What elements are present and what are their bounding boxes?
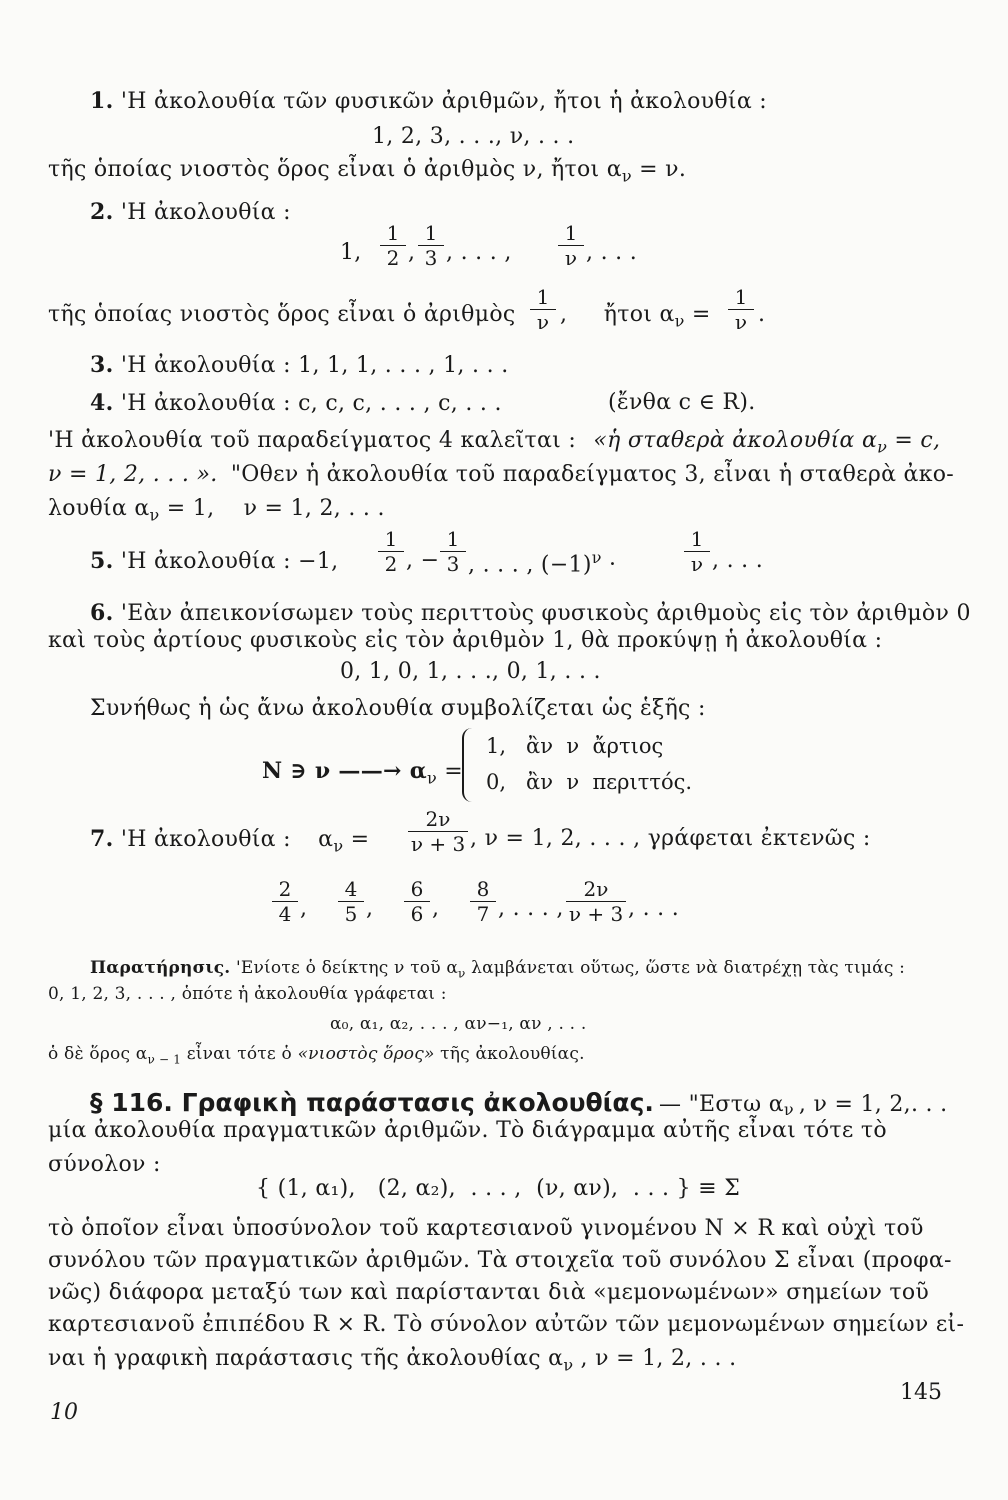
denominator: 5	[344, 902, 358, 926]
ellipsis: , . . .	[712, 548, 764, 573]
example-text: 'Εὰν ἀπεικονίσωμεν τοὺς περιττοὺς φυσικοὺς ἀριθμοὺς εἰς τὸν ἀριθμὸν 0	[120, 601, 971, 626]
numerator: 1	[734, 285, 748, 309]
subscript: ν	[877, 437, 888, 457]
example-4-paragraph-line-3	[48, 496, 385, 524]
example-7-tail: , ν = 1, 2, . . . , γράφεται ἐκτενῶς :	[470, 826, 871, 851]
set-definition: { (1, α₁), (2, α₂), . . . , (ν, αν), . . . } ≡ Σ	[256, 1176, 741, 1201]
fraction-8-7	[470, 878, 496, 925]
example-6-line-2: καὶ τοὺς ἀρτίους φυσικοὺς εἰς τὸν ἀριθμὸν 1, θὰ προκύψῃ ἡ ἀκολουθία :	[48, 628, 883, 653]
example-number: 3.	[90, 352, 114, 378]
italic-term: = c,	[894, 428, 941, 453]
denominator: ν	[734, 310, 748, 334]
numerator: 1	[384, 527, 398, 551]
example-1-line-1	[90, 88, 767, 114]
numerator: 1	[446, 527, 460, 551]
subscript: ν	[333, 836, 344, 856]
section-text: , ν = 1, 2,. . .	[798, 1092, 948, 1117]
fraction-4-5	[338, 878, 364, 925]
fraction	[728, 286, 754, 333]
example-text: 'Η ἀκολουθία :	[120, 827, 291, 852]
paragraph-text: "Οθεν ἡ ἀκολουθία τοῦ παραδείγματος 3, εἶναι ἡ σταθερὰ ἀκο-	[230, 462, 955, 487]
denominator: ν + 3	[410, 832, 466, 856]
italic-term: ν = 1, 2, . . . ».	[48, 462, 218, 487]
denominator: 3	[446, 552, 460, 576]
remark-text: λαμβάνεται οὕτως, ὥστε νὰ διατρέχῃ τὰς τιμάς :	[471, 958, 906, 978]
dot-operator: ·	[608, 552, 617, 578]
example-2-tail	[560, 302, 711, 330]
section-text: , ν = 1, 2, . . .	[580, 1346, 737, 1371]
example-4	[90, 390, 502, 416]
denominator: 7	[476, 902, 490, 926]
equals-sign: =	[691, 302, 711, 327]
remark-line-1	[90, 958, 905, 980]
subscript: ν	[458, 966, 466, 981]
example-1-sequence: 1, 2, 3, . . ., ν, . . .	[372, 124, 575, 149]
example-number: 5.	[90, 548, 114, 574]
example-text: , ἤτοι α	[560, 302, 675, 327]
example-4-note: (ἔνθα c ∈ R).	[608, 390, 756, 415]
example-number: 2.	[90, 199, 114, 225]
example-number: 4.	[90, 390, 114, 416]
fraction-2-4	[272, 878, 298, 925]
numerator: 1	[564, 221, 578, 245]
mapping-left: N ∋ ν ——→ α	[262, 758, 427, 784]
numerator: 1	[424, 221, 438, 245]
subscript: ν	[783, 1100, 794, 1120]
equals-sign: =	[444, 759, 463, 784]
example-7	[90, 826, 369, 855]
remark-line-2: 0, 1, 2, 3, . . . , ὁπότε ἡ ἀκολουθία γράφεται :	[48, 984, 447, 1004]
minus-sign: , −	[406, 548, 440, 573]
section-line-5: νῶς) διάφορα μεταξύ των καὶ παρίστανται διὰ «μεμονωμένων» σημείων τοῦ	[48, 1280, 930, 1305]
subscript: ν	[426, 768, 437, 788]
section-line-1: μία ἀκολουθία πραγματικῶν ἀριθμῶν. Τὸ διάγραμμα αὐτῆς εἶναι τότε τὸ	[48, 1118, 887, 1143]
example-1-line-2	[48, 157, 686, 185]
example-text: 'Η ἀκολουθία : 1, 1, 1, . . . , 1, . . .	[120, 353, 509, 378]
case-even: 1, ἂν ν ἄρτιος	[486, 734, 664, 758]
section-line-7	[48, 1346, 736, 1374]
example-text: 'Η ἀκολουθία : −1,	[120, 549, 339, 574]
ellipsis: , . . .	[586, 240, 638, 265]
section-heading: § 116. Γραφικὴ παράστασις ἀκολουθίας.	[90, 1088, 654, 1117]
numerator: 6	[410, 877, 424, 901]
denominator: ν	[536, 310, 550, 334]
numerator: 1	[536, 285, 550, 309]
italic-term: «νιοστὸς ὅρος»	[297, 1044, 435, 1064]
example-5	[90, 548, 338, 574]
example-4-paragraph-line-1	[48, 428, 940, 456]
paragraph-text: λουθία α	[48, 496, 150, 521]
example-text: 'Η ἀκολουθία τῶν φυσικῶν ἀριθμῶν, ἤτοι ἡ ἀκολουθία :	[120, 89, 767, 114]
remark-text: 'Ενίοτε ὁ δείκτης ν τοῦ α	[236, 958, 459, 978]
sequence-first-term: 1,	[340, 240, 362, 265]
example-5-tail	[468, 548, 616, 577]
numerator: 4	[344, 877, 358, 901]
paragraph-text: 'Η ἀκολουθία τοῦ παραδείγματος 4 καλεῖται :	[48, 428, 577, 453]
ellipsis: , . . .	[628, 896, 680, 921]
section-line-6: καρτεσιανοῦ ἐπιπέδου R × R. Τὸ σύνολον αὐτῶν τῶν μεμονωμένων σημείων εἰ-	[48, 1312, 965, 1337]
fraction	[530, 286, 556, 333]
subscript: ν − 1	[147, 1052, 182, 1067]
example-text: 'Η ἀκολουθία :	[120, 200, 291, 225]
remark-text: τῆς ἀκολουθίας.	[440, 1044, 585, 1064]
example-6-line-3: Συνήθως ἡ ὡς ἄνω ἀκολουθία συμβολίζεται ὡς ἑξῆς :	[90, 696, 706, 721]
subscript: ν	[674, 311, 685, 331]
remark-text: ὁ δὲ ὅρος α	[48, 1044, 148, 1064]
example-number: 1.	[90, 88, 114, 114]
example-6-sequence: 0, 1, 0, 1, . . ., 0, 1, . . .	[340, 659, 601, 684]
section-line-4: συνόλου τῶν πραγματικῶν ἀριθμῶν. Τὰ στοιχεῖα τοῦ συνόλου Σ εἶναι (προφα-	[48, 1248, 952, 1273]
example-text: τῆς ὁποίας νιοστὸς ὅρος εἶναι ὁ ἀριθμὸς ν, ἤτοι α	[48, 157, 622, 182]
ellipsis: , . . . ,	[498, 896, 564, 921]
subscript: ν	[149, 505, 160, 525]
numerator: 1	[690, 527, 704, 551]
subscript: ν	[563, 1355, 574, 1375]
remark-text: εἶναι τότε ὁ	[186, 1044, 292, 1064]
numerator: 2	[278, 877, 292, 901]
section-text: — "Εστω α	[659, 1092, 784, 1117]
subscript: ν	[621, 166, 632, 186]
example-2-line-2: τῆς ὁποίας νιοστὸς ὅρος εἶναι ὁ ἀριθμὸς	[48, 302, 516, 327]
case-odd: 0, ἂν ν περιττός.	[486, 770, 693, 794]
denominator: 2	[384, 552, 398, 576]
denominator: 3	[424, 246, 438, 270]
fraction	[408, 808, 468, 855]
denominator: ν + 3	[568, 902, 624, 926]
remark-label: Παρατήρησις.	[90, 958, 231, 978]
period: .	[758, 302, 766, 327]
page-number: 145	[900, 1380, 942, 1405]
example-4-paragraph-line-2	[48, 462, 954, 487]
section-line-2: σύνολον :	[48, 1152, 161, 1177]
section-line-3: τὸ ὁποῖον εἶναι ὑποσύνολον τοῦ καρτεσιανοῦ γινομένου N × R καὶ οὐχὶ τοῦ	[48, 1216, 924, 1241]
fraction	[378, 528, 404, 575]
fraction	[380, 222, 406, 269]
example-text: = ν.	[639, 157, 687, 182]
section-text: ναι ἡ γραφικὴ παράστασις τῆς ἀκολουθίας α	[48, 1346, 564, 1371]
fraction	[558, 222, 584, 269]
numerator: 8	[476, 877, 490, 901]
italic-term: «ἡ σταθερὰ ἀκολουθία α	[593, 428, 878, 453]
fraction	[418, 222, 444, 269]
signature-mark: 10	[50, 1400, 78, 1425]
paragraph-text: = 1, ν = 1, 2, . . .	[166, 496, 385, 521]
section-heading-line	[90, 1088, 947, 1119]
book-page: 1. 'Η ἀκολουθία τῶν φυσικῶν ἀριθμῶν, ἤτοι ἡ ἀκολουθία : 1, 2, 3, . . ., ν, . . . τῆς ὁποίας νιοστὸς ὅρος εἶναι ὁ ἀριθμὸς ν, ἤτοι $\alpha_\nu = \nu$. 2. 'Η ἀκολουθία : 1, 1 2 , 1 3 , . . . , 1 ν , . . . τῆς ὁποίας νιοστὸς ὅρος εἶναι ὁ ἀριθμὸς 1 ν , ἤτοι $\alpha_\nu$ = 1 ν . 3. 'Η ἀκολουθία : 1, 1, 1, . . . , 1, . . . 4. 'Η ἀκολουθία : c, c, c, . . . , c, . . . (ἔνθα c ∈ R). 'Η ἀκολουθία τοῦ παραδείγματος 4 καλεῖται : «ἡ σταθερὰ ἀκολουθία $\alpha_\nu = c$, ν = 1, 2, . . . ». "Οθεν ἡ ἀκολουθία τοῦ παραδείγματος 3, εἶναι ἡ σταθερὰ ἀκο- λουθία $\alpha_\nu = 1$, ν = 1, 2, . . . 5. 'Η ἀκολουθία : −1, 1 2 , − 1 3 , . . . , $(-1)^\nu$ · 1 ν , . . . 6. 'Εὰν ἀπεικονίσωμεν τοὺς περιττοὺς φυσικοὺς ἀριθμοὺς εἰς τὸν ἀριθμὸν 0 καὶ τοὺς ἀρτίους φυσικοὺς εἰς τὸν ἀριθμὸν 1, θὰ προκύψῃ ἡ ἀκολουθία : 0, 1, 0, 1, . . ., 0, 1, . . . Συνήθως ἡ ὡς ἄνω ἀκολουθία συμβολίζεται ὡς ἑξῆς : N ∋ ν ——→ $\alpha_\nu$ = 1, ἂν ν ἄρτιος 0, ἂν ν περιττός. 7. 'Η ἀκολουθία : $\alpha_\nu$ = 2ν ν + 3 , ν = 1, 2, . . . , γράφεται ἐκτενῶς : 2 4 , 4 5 , 6 6 , 8 7 , . . . , 2ν ν + 3 , . . . Παρατήρησις. 'Ενίοτε ὁ δείκτης ν τοῦ $\alpha_\nu$ λαμβάνεται οὕτως, ὥστε νὰ διατρέχῃ τὰς τιμάς : 0, 1, 2, 3, . . . , ὁπότε ἡ ἀκολουθία γράφεται : α₀, α₁, α₂, . . . , αν−₁, αν , . . . ὁ δὲ ὅρος $\alpha_{\nu - 1}$ εἶναι τότε ὁ «νιοστὸς ὅρος» τῆς ἀκολουθίας. § 116. Γραφικὴ παράστασις ἀκολουθίας. — "Εστω $\alpha_\nu$ , ν = 1, 2,. . . μία ἀκολουθία πραγματικῶν ἀριθμῶν. Τὸ διάγραμμα αὐτῆς εἶναι τότε τὸ σύνολον : { (1, α₁), (2, α₂), . . . , (ν, αν), . . . } ≡ Σ τὸ ὁποῖον εἶναι ὑποσύνολον τοῦ καρτεσιανοῦ γινομένου N × R καὶ οὐχὶ τοῦ συνόλου τῶν πραγματικῶν ἀριθμῶν. Τὰ στοιχεῖα τοῦ συνόλου Σ εἶναι (προφα- νῶς) διάφορα μεταξύ των καὶ παρίστανται διὰ «μεμονωμένων» σημείων τοῦ καρτεσιανοῦ ἐπιπέδου R × R. Τὸ σύνολον αὐτῶν τῶν μεμονωμένων σημείων εἰ- ναι ἡ γραφικὴ παράστασις τῆς ἀκολουθίας $\alpha_\nu$ , ν = 1, 2, . . . 10 145	[48, 88, 971, 1425]
example-text: 'Η ἀκολουθία : c, c, c, . . . , c, . . .	[120, 391, 502, 416]
fraction-general	[566, 878, 626, 925]
equals-sign: =	[350, 827, 370, 852]
fraction	[684, 528, 710, 575]
fraction	[440, 528, 466, 575]
left-brace	[462, 728, 478, 802]
remark-sequence: α₀, α₁, α₂, . . . , αν−₁, αν , . . .	[330, 1014, 587, 1034]
numerator: 1	[386, 221, 400, 245]
numerator: 2ν	[425, 807, 451, 831]
example-number: 6.	[90, 600, 114, 626]
denominator: ν	[564, 246, 578, 270]
fraction-6-6	[404, 878, 430, 925]
example-number: 7.	[90, 826, 114, 852]
superscript: ν	[591, 548, 602, 567]
alpha-symbol: α	[318, 827, 334, 852]
numerator: 2ν	[583, 877, 609, 901]
example-2-line-1	[90, 199, 291, 225]
denominator: 4	[278, 902, 292, 926]
example-text: , . . . , (−1)	[468, 552, 592, 578]
example-3	[90, 352, 509, 378]
denominator: 2	[386, 246, 400, 270]
example-6-line-1	[90, 600, 971, 626]
case-list	[486, 728, 692, 800]
mapping-definition	[262, 758, 463, 787]
denominator: 6	[410, 902, 424, 926]
denominator: ν	[690, 552, 704, 576]
ellipsis: , . . . ,	[446, 240, 512, 265]
remark-line-3	[48, 1044, 585, 1066]
